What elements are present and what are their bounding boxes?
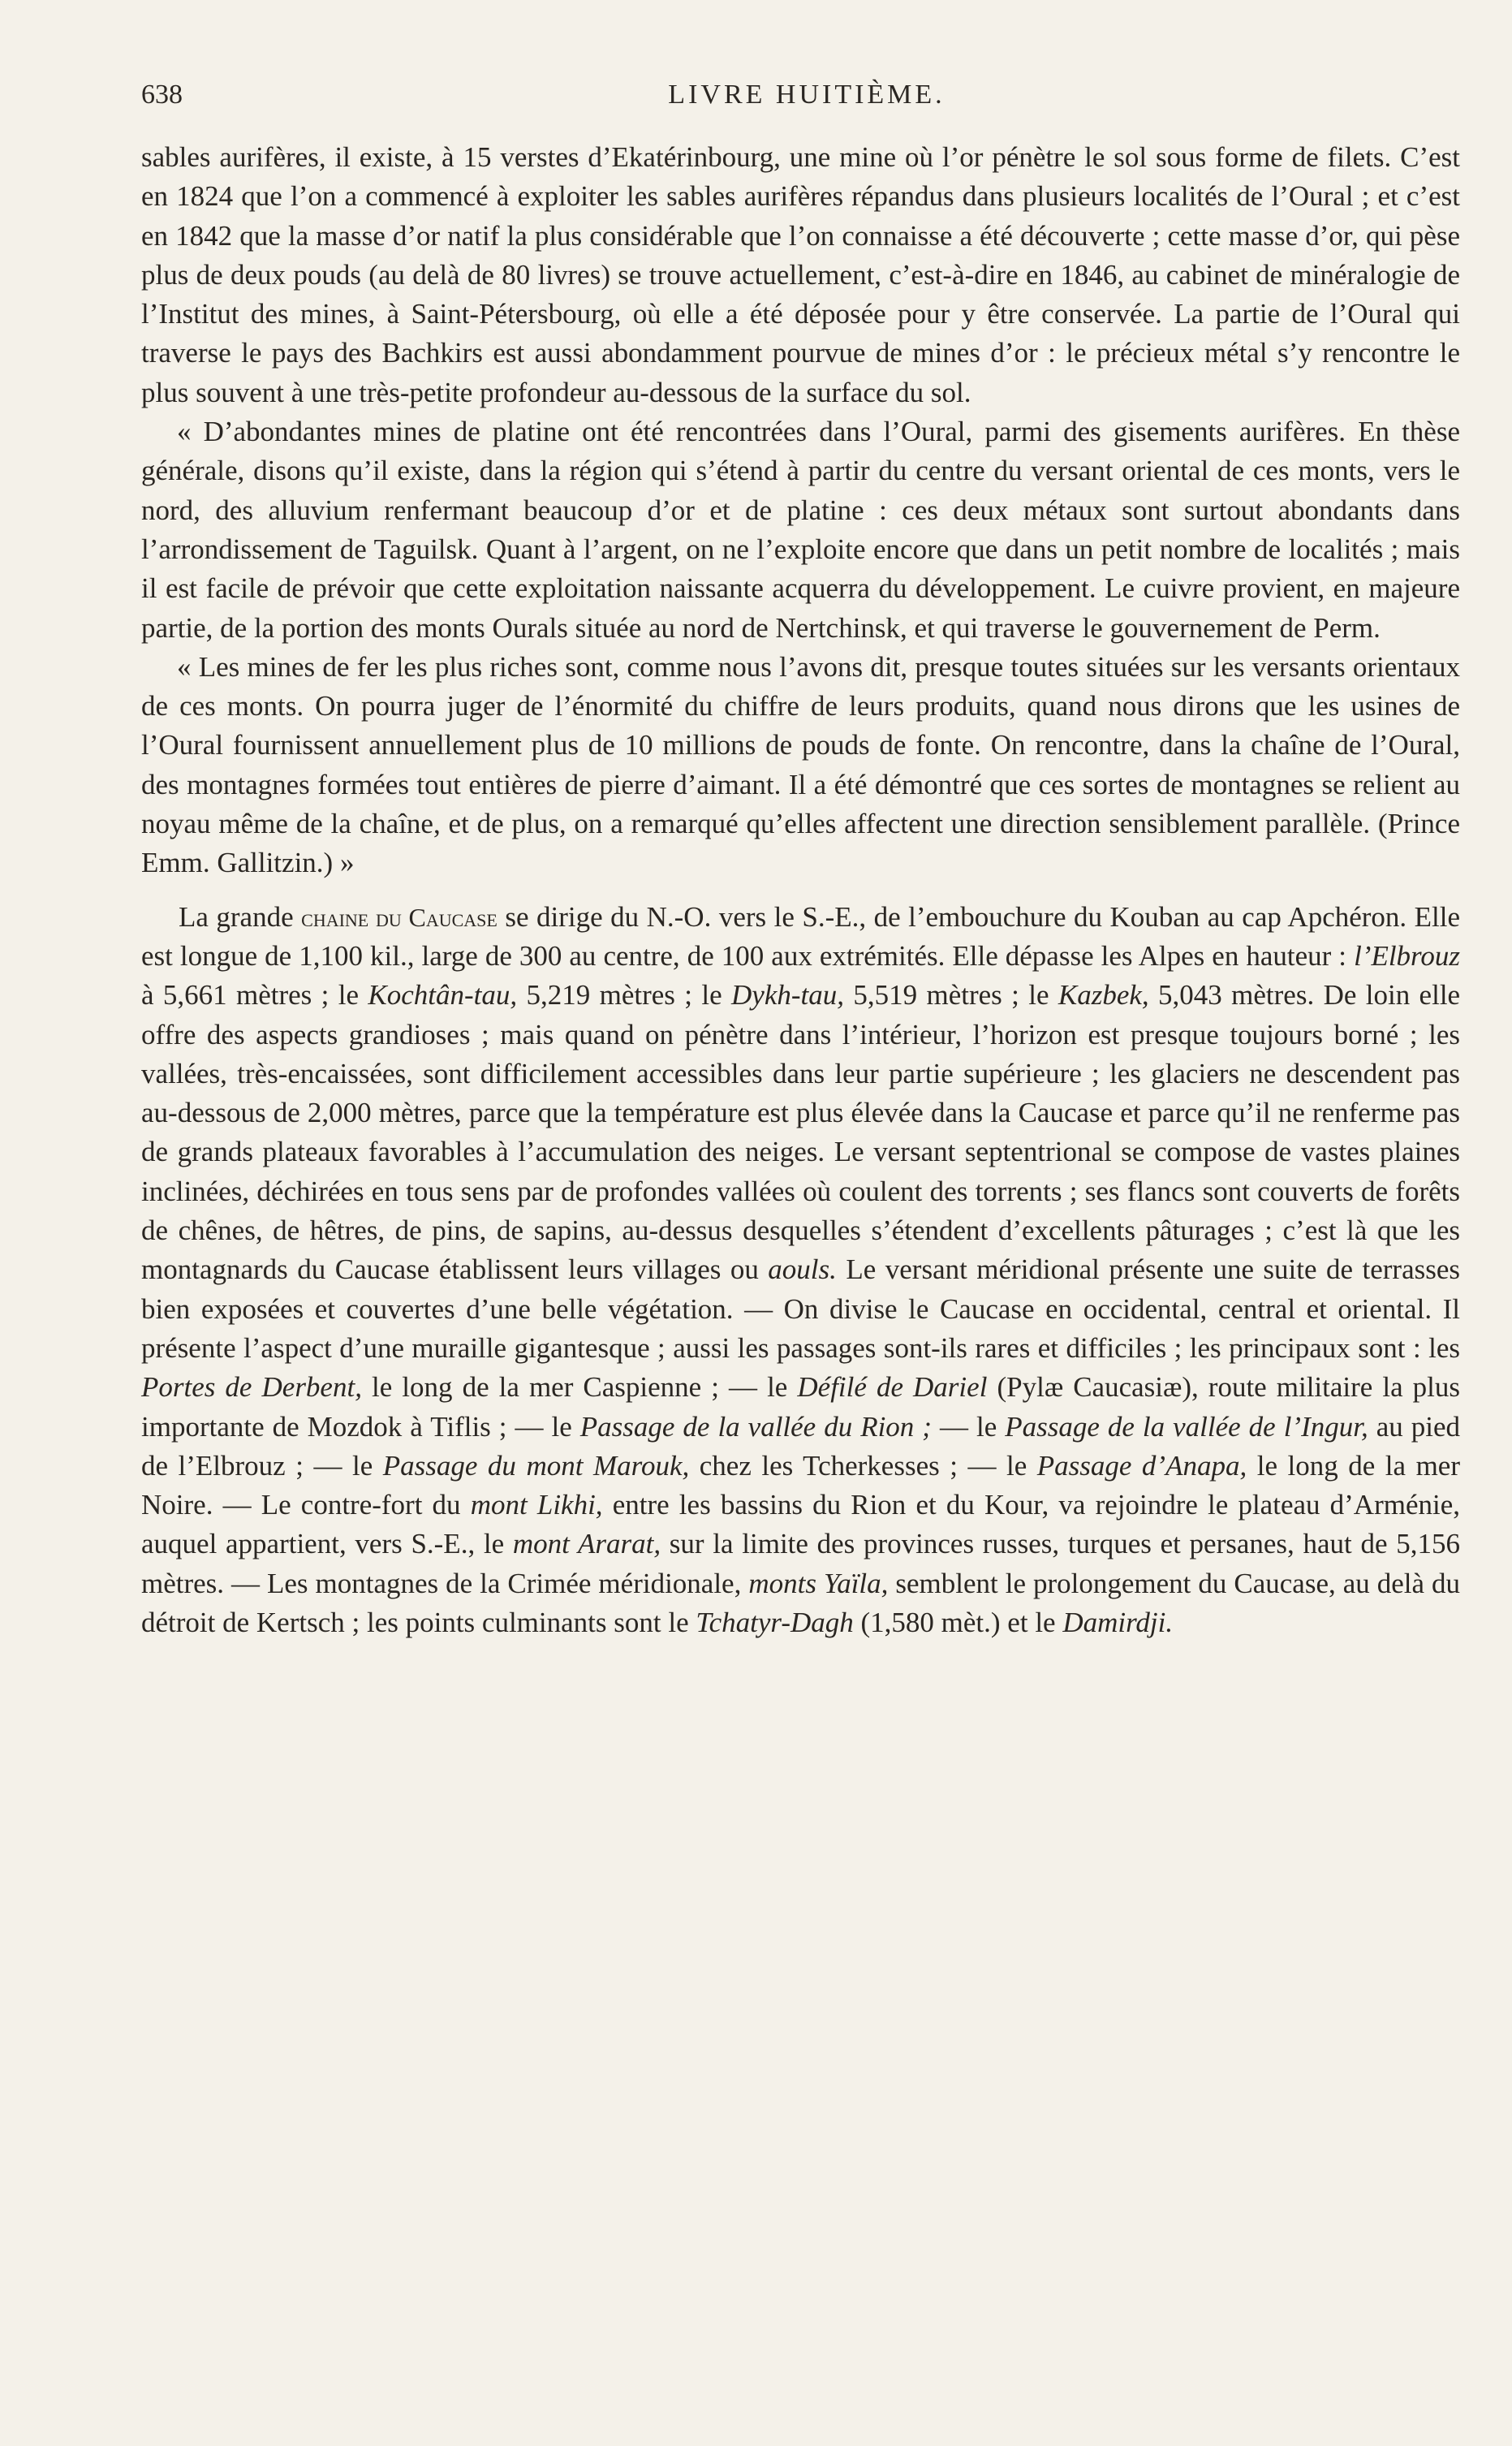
paragraph-platinum: « D’abondantes mines de platine ont été rencontrées dans l’Oural, parmi des gisements aurifères. En thèse générale, disons qu’il existe, dans la région qui s’étend à partir du centre du versant oriental de ces monts, vers le nord, des alluvium renfermant beaucoup d’or et de platine : ces deux métaux sont surtout abondants dans l’arrondissement de Taguilsk. Quant à l’argent, on ne l’exploite encore que dans un petit nombre de localités ; mais il est facile de prévoir que cette exploitation naissante acquerra du développement. Le cuivre provient, en majeure partie, de la portion des monts Ourals située au nord de Nertchinsk, et qui traverse le gouvernement de Perm.: [141, 416, 1460, 644]
paragraph-iron-mines: « Les mines de fer les plus riches sont, comme nous l’avons dit, presque toutes situées sur les versants orientaux de ces monts. On pourra juger de l’énormité du chiffre de leurs produits, quand nous dirons que les usines de l’Oural fournissent annuellement plus de 10 millions de pouds de fonte. On rencontre, dans la chaîne de l’Oural, des montagnes formées tout entières de pierre d’aimant. Il a été démontré que ces sortes de montagnes se relient au noyau même de la chaîne, et de plus, on a remarqué qu’elles affectent une direction sensiblement parallèle. (Prince Emm. Gallitzin.) »: [141, 650, 1460, 879]
page-number: 638: [141, 80, 183, 110]
term-elbrouz: l’Elbrouz: [1354, 939, 1461, 972]
caucasus-text: 5,043 mètres. De loin elle offre des aspects grandioses ; mais quand on pénètre dans l’intérieur, l’horizon est presque toujours borné ; les vallées, très-encaissées, sont difficilement accessibles dans leur partie supérieure ; les glaciers ne descendent pas au-dessous de 2,000 mètres, parce que la température est plus élevée dans la Caucase et parce qu’il ne renferme pas de grands plateaux favorables à l’accumulation des neiges. Le versant septentrional se compose de vastes plaines inclinées, déchirées en tous sens par de profondes vallées où coulent des torrents ; ses flancs sont couverts de forêts de chênes, de hêtres, de pins, de sapins, au-dessus desquelles s’étendent d’excellents pâturages ; c’est là que les montagnards du Caucase établissent leurs villages ou: [141, 979, 1461, 1286]
term-tchatyr-dagh: Tchatyr-Dagh: [696, 1606, 854, 1638]
caucasus-text: — le: [939, 1410, 997, 1443]
term-passage-anapa: Passage d’Anapa,: [1036, 1449, 1247, 1482]
caucasus-text: le long de la mer Caspienne ; — le: [372, 1371, 788, 1404]
running-head: LIVRE HUITIÈME.: [668, 80, 946, 110]
caucasus-text: au pied de l’Elbrouz ; — le: [141, 1410, 1461, 1482]
caucasus-text: 5,519 mètres ; le: [853, 979, 1049, 1012]
caucasus-text: à 5,661 mètres ; le: [141, 979, 360, 1012]
caucasus-text: le long de la mer Noire. — Le contre-fort du: [141, 1449, 1460, 1521]
caucasus-text: (Pylæ Caucasiæ), route militaire la plus importante de Mozdok à Tiflis ; — le: [141, 1371, 1461, 1443]
term-passage-rion: Passage de la vallée du Rion ;: [579, 1410, 932, 1443]
caucasus-text: se dirige du N.-O. vers le S.-E., de l’embouchure du Kouban au cap Apchéron. Elle est longue de 1,100 kil., large de 300 au centre, de 100 aux extrémités. Elle dépasse les Alpes en hauteur :: [141, 900, 1461, 972]
term-damirdji: Damirdji.: [1062, 1606, 1174, 1638]
term-monts-yaila: monts Yaïla,: [748, 1567, 889, 1599]
caucasus-text: Le versant méridional présente une suite de terrasses bien exposées et couvertes d’une belle végétation. — On divise le Caucase en occidental, central et oriental. Il présente l’aspect d’une muraille gigantesque ; aussi les passages sont-ils rares et difficiles ; les principaux sont : les: [141, 1253, 1461, 1364]
term-dykh-tau: Dykh-tau,: [731, 979, 844, 1012]
term-passage-ingur: Passage de la vallée de l’Ingur,: [1005, 1410, 1368, 1443]
body-text: [141, 138, 1460, 1642]
term-portes-de-derbent: Portes de Derbent,: [141, 1371, 362, 1404]
term-mont-likhi: mont Likhi,: [470, 1489, 603, 1521]
caucasus-text: La grande: [179, 900, 294, 933]
caucasus-text: semblent le prolongement du Caucase, au delà du détroit de Kertsch ; les points culminants sont le: [141, 1567, 1461, 1638]
paragraph-gold-mines: sables aurifères, il existe, à 15 verstes d’Ekatérinbourg, une mine où l’or pénètre le sol sous forme de filets. C’est en 1824 que l’on a commencé à exploiter les sables aurifères répandus dans plusieurs localités de l’Oural ; et c’est en 1842 que la masse d’or natif la plus considérable que l’on connaisse a été découverte ; cette masse d’or, qui pèse plus de deux pouds (au delà de 80 livres) se trouve actuellement, c’est-à-dire en 1846, au cabinet de minéralogie de l’Institut des mines, à Saint-Pétersbourg, où elle a été déposée pour y être conservée. La partie de l’Oural qui traverse le pays des Bachkirs est aussi abondamment pourvue de mines d’or : le précieux métal s’y rencontre le plus souvent à une très-petite profondeur au-dessous de la surface du sol.: [141, 141, 1460, 408]
caucasus-text: 5,219 mètres ; le: [526, 979, 722, 1012]
paragraph-caucasus: [141, 898, 1460, 1643]
term-passage-marouk: Passage du mont Marouk,: [382, 1449, 690, 1482]
term-defile-de-dariel: Défilé de Dariel: [797, 1371, 988, 1404]
caucasus-text: sur la limite des provinces russes, turques et persanes, haut de 5,156 mètres. — Les montagnes de la Crimée méridionale,: [141, 1528, 1460, 1599]
term-kazbek: Kazbek,: [1058, 979, 1149, 1012]
term-aouls: aouls.: [768, 1253, 837, 1286]
term-kochtan-tau: Kochtân-tau,: [368, 979, 518, 1012]
section-heading-caucasus: chaine du Caucase: [301, 902, 498, 932]
caucasus-text: (1,580 mèt.) et le: [860, 1606, 1056, 1638]
caucasus-text: entre les bassins du Rion et du Kour, va rejoindre le plateau d’Arménie, auquel appartient, vers S.-E., le: [141, 1489, 1461, 1560]
term-mont-ararat: mont Ararat,: [512, 1528, 661, 1560]
caucasus-text: chez les Tcherkesses ; — le: [699, 1449, 1027, 1482]
page-header: [141, 80, 1472, 128]
